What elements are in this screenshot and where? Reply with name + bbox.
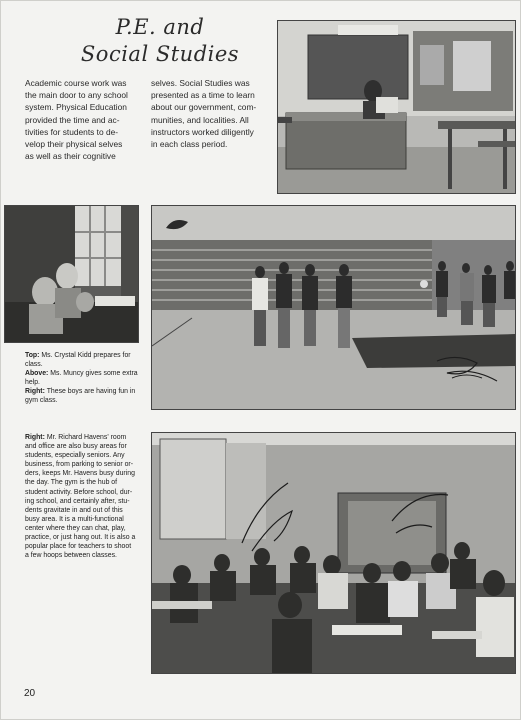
- body-column-2: [151, 77, 267, 150]
- body-line: Academic course work was: [25, 78, 127, 88]
- student-help-illustration: [5, 206, 139, 343]
- caption-top-label: Top:: [25, 352, 40, 359]
- body-line: about our government, com-: [151, 102, 257, 113]
- caption-top-text: Ms. Crystal Kidd prepares for class.: [25, 352, 131, 369]
- caption-line: students, especially seniors. Any: [25, 452, 125, 460]
- caption-right-label: Right:: [25, 388, 45, 396]
- classroom-caption-label: Right:: [25, 434, 45, 441]
- photo-captions: [25, 351, 140, 406]
- caption-line: dents gravitate in and out of this: [25, 506, 123, 514]
- body-line: velop their physical selves: [25, 139, 123, 150]
- caption-top: [25, 351, 140, 369]
- caption-line: popular place for teachers to shoot: [25, 543, 132, 551]
- caption-above-label: Above:: [25, 370, 49, 378]
- body-line: system. Physical Education: [25, 102, 127, 113]
- caption-line: student activity. Before school, dur-: [25, 488, 133, 496]
- caption-above: [25, 369, 140, 387]
- caption-line: busy area. It is a multi-functional: [25, 515, 124, 523]
- caption-above-text: Ms. Muncy gives some extra help.: [25, 370, 138, 387]
- body-line: selves. Social Studies was: [151, 78, 250, 88]
- classroom-photo: [151, 432, 516, 674]
- caption-right-text: These boys are having fun in gym class.: [25, 388, 136, 405]
- page-title: [60, 14, 260, 68]
- page-number: 20: [24, 688, 36, 699]
- body-line: instructors worked diligently: [151, 126, 254, 137]
- body-column-1: [25, 77, 140, 162]
- classroom-caption: [25, 433, 145, 560]
- body-line: tivities for students to de-: [25, 126, 119, 137]
- title-line-1: P.E. and: [115, 15, 205, 39]
- caption-line: center where they can chat, play,: [25, 524, 126, 532]
- caption-line: ders, keeps Mr. Havens busy during: [25, 470, 135, 478]
- caption-line: practice, or just hang out. It is also a: [25, 534, 136, 542]
- caption-line: business, from parking to senior or-: [25, 461, 133, 469]
- gym-class-illustration: [152, 206, 516, 410]
- caption-right: [25, 387, 140, 405]
- body-line: presented as a time to learn: [151, 90, 255, 101]
- caption-line: a few hoops between classes.: [25, 552, 117, 560]
- teacher-at-desk-photo: [277, 20, 516, 194]
- classroom-illustration: [152, 433, 516, 674]
- body-line: munities, and localities. All: [151, 114, 249, 125]
- caption-line: Mr. Richard Havens' room: [46, 434, 127, 441]
- body-line: provided the time and ac-: [25, 114, 120, 125]
- caption-line: and office are also busy areas for: [25, 443, 127, 451]
- teacher-at-desk-illustration: [278, 21, 516, 194]
- student-help-photo: [4, 205, 139, 343]
- body-line: in each class period.: [151, 139, 228, 150]
- body-line: as well as their cognitive: [25, 151, 116, 162]
- caption-line: the day. The gym is the hub of: [25, 479, 118, 487]
- title-line-2: Social Studies: [80, 42, 240, 66]
- caption-line: ing school, and certainly after, stu-: [25, 497, 130, 505]
- body-line: the main door to any school: [25, 90, 128, 101]
- gym-class-photo: [151, 205, 516, 410]
